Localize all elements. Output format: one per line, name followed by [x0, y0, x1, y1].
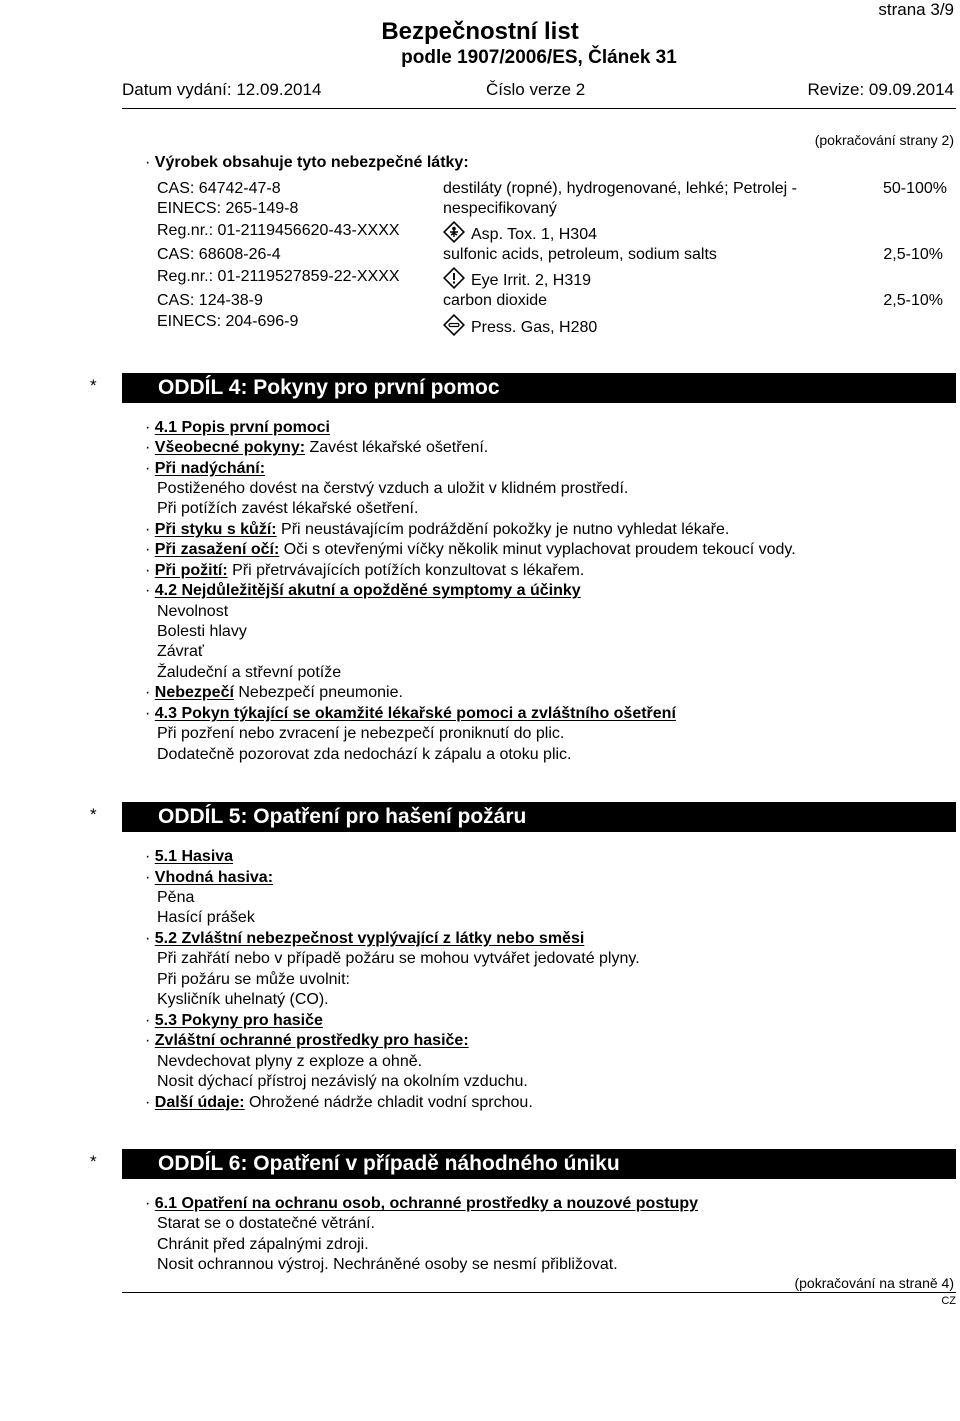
s43-text: Dodatečně pozorovat zda nedochází k zápalu a otoku plic. [157, 746, 572, 763]
ingestion: · Při požití: Při přetrvávajících potížích konzultovat s lékařem. [145, 562, 585, 579]
revision-date: Revize: 09.09.2014 [807, 80, 954, 99]
subsection-6-1: · 6.1 Opatření na ochranu osob, ochranné prostředky a nouzové postupy [145, 1195, 698, 1212]
language-code: CZ [941, 1295, 956, 1307]
substance-id-line: EINECS: 265-149-8 [157, 200, 299, 217]
subsection-5-2: · 5.2 Zvláštní nebezpečnost vyplývající z látky nebo směsi [145, 930, 585, 947]
continued-from-note: (pokračování strany 2) [814, 132, 954, 148]
issue-date: Datum vydání: 12.09.2014 [122, 80, 322, 99]
document-subtitle: podle 1907/2006/ES, Článek 31 [401, 47, 677, 68]
footer-divider [122, 1292, 956, 1293]
s52-text: Kysličník uhelnatý (CO). [157, 991, 329, 1008]
suitable-media-item: Pěna [157, 889, 195, 906]
version-number: Číslo verze 2 [486, 80, 586, 99]
substances-heading: · Výrobek obsahuje tyto nebezpečné látky: [145, 154, 469, 171]
substance-name: sulfonic acids, petroleum, sodium salts [443, 246, 717, 263]
further-info: · Další údaje: Ohrožené nádrže chladit vodní sprchou. [145, 1094, 533, 1111]
protective-equipment-text: Nevdechovat plyny z exploze a ohně. [157, 1053, 423, 1070]
substance-id-line: CAS: 64742-47-8 [157, 180, 281, 197]
protective-equipment-label: · Zvláštní ochranné prostředky pro hasiče: [145, 1032, 469, 1049]
protective-equipment-text: Nosit dýchací přístroj nezávislý na okolním vzduchu. [157, 1073, 528, 1090]
inhalation-label: · Při nadýchání: [145, 460, 266, 477]
s61-text: Nosit ochrannou výstroj. Nechráněné osoby se nesmí přibližovat. [157, 1256, 618, 1273]
section-5-heading: ODDÍL 5: Opatření pro hašení požáru [122, 802, 956, 832]
s43-text: Při pozření nebo zvracení je nebezpečí proniknutí do plic. [157, 725, 565, 742]
subsection-5-3: · 5.3 Pokyny pro hasiče [145, 1012, 323, 1029]
section-6-heading: ODDÍL 6: Opatření v případě náhodného úniku [122, 1149, 956, 1179]
inhalation-text: Postiženého dovést na čerstvý vzduch a uložit v klidném prostředí. [157, 480, 629, 497]
inhalation-text: Při potížích zavést lékařské ošetření. [157, 500, 419, 517]
substance-id-line: Reg.nr.: 01-2119527859-22-XXXX [157, 268, 400, 285]
section-4-heading: ODDÍL 4: Pokyny pro první pomoc [122, 373, 956, 403]
danger-note: · Nebezpečí Nebezpečí pneumonie. [145, 684, 403, 701]
subsection-4-3: · 4.3 Pokyn týkající se okamžité lékařské pomoci a zvláštního ošetření [145, 705, 676, 722]
document-title: Bezpečnostní list [381, 18, 579, 45]
substance-hazard: Asp. Tox. 1, H304 [443, 221, 597, 249]
substance-hazard: Eye Irrit. 2, H319 [443, 267, 591, 295]
symptom-item: Bolesti hlavy [157, 623, 247, 640]
suitable-media-label: · Vhodná hasiva: [145, 869, 274, 886]
page-number: strana 3/9 [878, 0, 954, 19]
substance-concentration: 2,5-10% [883, 292, 943, 309]
substance-hazard: Press. Gas, H280 [443, 314, 597, 342]
symptom-item: Nevolnost [157, 603, 229, 620]
symptom-item: Žaludeční a střevní potíže [157, 664, 342, 681]
substance-concentration: 50-100% [882, 180, 947, 197]
revision-star: * [90, 805, 97, 824]
subsection-4-2: · 4.2 Nejdůležitější akutní a opožděné symptomy a účinky [145, 582, 581, 599]
s61-text: Chránit před zápalnými zdroji. [157, 1236, 369, 1253]
s52-text: Při požáru se může uvolnit: [157, 971, 350, 988]
symptom-item: Závrať [157, 643, 204, 660]
continued-to-note: (pokračování na straně 4) [794, 1275, 954, 1291]
substance-id-line: CAS: 68608-26-4 [157, 246, 281, 263]
subsection-4-1: · 4.1 Popis první pomoci [145, 419, 330, 436]
eye-contact: · Při zasažení očí: Oči s otevřenými víčky několik minut vyplachovat proudem tekoucí vody. [145, 541, 796, 558]
skin-contact: · Při styku s kůží: Při neustávajícím podráždění pokožky je nutno vyhledat lékaře. [145, 521, 730, 538]
suitable-media-item: Hasící prášek [157, 909, 255, 926]
substance-concentration: 2,5-10% [883, 246, 943, 263]
substance-id-line: Reg.nr.: 01-2119456620-43-XXXX [157, 222, 400, 239]
gas-cylinder-icon [443, 314, 465, 342]
substance-name: carbon dioxide [443, 292, 548, 309]
s52-text: Při zahřátí nebo v případě požáru se mohou vytvářet jedovaté plyny. [157, 950, 640, 967]
general-instructions: · Všeobecné pokyny: Zavést lékařské ošetření. [145, 439, 489, 456]
revision-star: * [90, 376, 97, 395]
subsection-5-1: · 5.1 Hasiva [145, 848, 234, 865]
substance-name: destiláty (ropné), hydrogenované, lehké; Petrolej - [443, 180, 797, 197]
revision-star: * [90, 1152, 97, 1171]
substance-id-line: CAS: 124-38-9 [157, 292, 263, 309]
substance-id-line: EINECS: 204-696-9 [157, 313, 299, 330]
substance-name: nespecifikovaný [443, 200, 557, 217]
header-divider [122, 108, 956, 109]
s61-text: Starat se o dostatečné větrání. [157, 1215, 375, 1232]
